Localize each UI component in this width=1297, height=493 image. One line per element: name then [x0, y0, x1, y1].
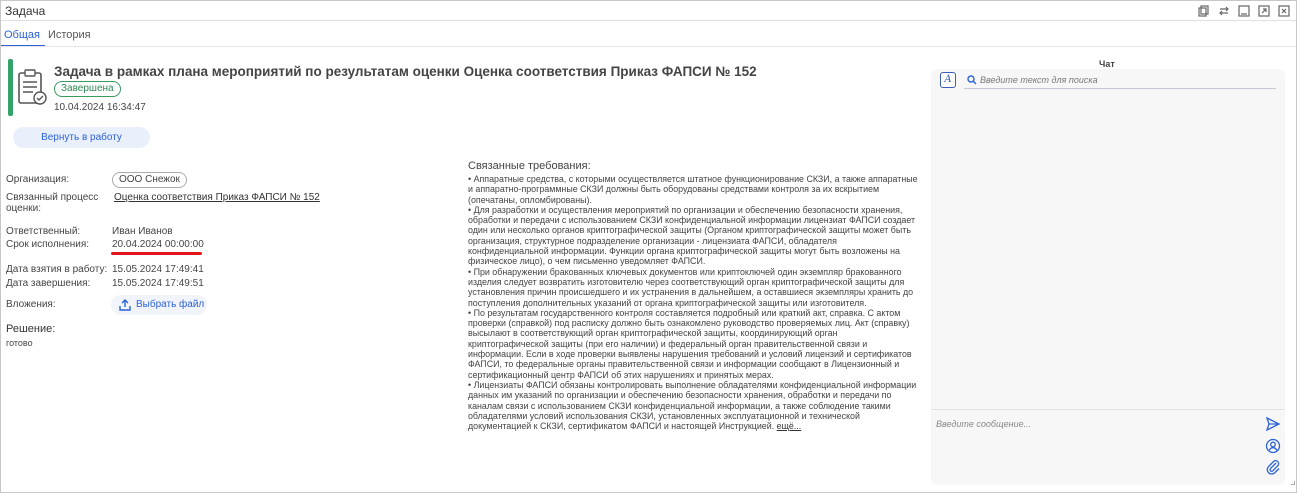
requirements-title: Связанные требования:	[468, 160, 591, 172]
chat-divider	[931, 409, 1285, 410]
requirement-item	[468, 380, 920, 431]
responsible-label: Ответственный:	[6, 226, 81, 237]
choose-file-button[interactable]	[111, 295, 207, 315]
requirement-item: • Для разработки и осуществления мероприятий по организации и обеспечению безопасности хранения, обработки и передачи с использованием СКЗИ конфиденциальной информации лицензиат ФАПСИ создает один или несколько органов криптографической защиты (Органом криптографической защиты может быть организация, структурное подразделение организации - лицензиата ФАПСИ, обладателя конфиденциальной информации. Функции органа криптографической защиты могут быть возложены на физическое лицо), о чем письменно уведомляет ФАПСИ.	[468, 204, 916, 267]
solution-value: готово	[6, 338, 33, 348]
status-badge: Завершена	[54, 81, 121, 97]
tab-bar	[1, 23, 96, 47]
search-icon	[967, 75, 977, 85]
resize-grip[interactable]	[1291, 481, 1295, 485]
chat-search-input[interactable]	[980, 73, 1270, 87]
deadline-highlight-underline	[111, 252, 202, 255]
chat-search	[964, 72, 1276, 89]
close-icon[interactable]	[1276, 3, 1292, 19]
attachments-label: Вложения:	[6, 299, 56, 310]
tabs-divider	[1, 46, 1296, 47]
tab-general[interactable]: Общая	[1, 23, 45, 47]
process-link-text[interactable]: Оценка соответствия Приказ ФАПСИ № 152	[114, 192, 320, 203]
requirement-item-text: • Лицензиаты ФАПСИ обязаны контролировать выполнение обладателями конфиденциальной информации данных им указаний по организации и обеспечению безопасности хранения, обработки и передачи по каналам связи с использованием СКЗИ конфиденциальной информации, а также соблюдение такими обладателями условий использования СКЗИ, установленных эксплуатационной и технической документацией к СКЗИ, сертификатом ФАПСИ и настоящей Инструкцией.	[468, 379, 917, 432]
chat-message-input[interactable]	[936, 417, 1246, 431]
window-title: Задача	[5, 4, 46, 18]
task-clipboard-icon	[17, 69, 47, 107]
task-created-date: 10.04.2024 16:34:47	[54, 102, 146, 113]
paperclip-icon[interactable]	[1265, 459, 1281, 475]
requirement-item: • По результатам государственного контроля составляется подробный или краткий акт, справка. С актом проверки (справкой) под расписку должно быть ознакомлено руководство проверяемых лиц. Акт (справку) высылают в соответствующий орган криптографической защиты, координирующий орган криптографической защиты (при его наличии) и федеральный орган правительственной связи и информации. Если в ходе проверки выявлены нарушения требований и условий лицензий и сертификатов ФАПСИ, то федеральные органы правительственной связи и информации сообщают в Лицензионный и сертификационный центр ФАПСИ об этих нарушениях и принятых мерах.	[468, 307, 912, 380]
task-title: Задача в рамках плана мероприятий по результатам оценки Оценка соответствия Приказ ФАПСИ № 152	[54, 64, 757, 79]
completed-label: Дата завершения:	[6, 278, 91, 289]
requirement-item: • Аппаратные средства, с которыми осуществляется штатное функционирование СКЗИ, а также аппаратные и аппаратно-программные СКЗИ должны быть оборудованы средствами контроля за их вскрытием (опечатаны, опломбированы).	[468, 174, 918, 205]
process-label: Связанный процесс оценки:	[6, 192, 99, 214]
return-to-work-button[interactable]: Вернуть в работу	[13, 127, 150, 148]
responsible-value: Иван Иванов	[112, 226, 173, 237]
upload-icon	[119, 299, 131, 311]
status-accent-bar	[8, 59, 13, 116]
window-controls	[1196, 3, 1292, 19]
user-icon[interactable]	[1265, 438, 1281, 454]
process-link[interactable]	[114, 192, 320, 203]
window-titlebar	[1, 1, 1296, 21]
deadline-value: 20.04.2024 00:00:00	[112, 239, 204, 250]
organization-label: Организация:	[6, 174, 70, 185]
chat-title: Чат	[1099, 59, 1115, 69]
show-more-link[interactable]: ещё...	[776, 421, 802, 432]
font-format-button[interactable]: A	[940, 72, 956, 88]
requirements-list	[468, 174, 920, 431]
expand-icon[interactable]	[1256, 3, 1272, 19]
solution-label: Решение:	[6, 323, 56, 335]
minimize-icon[interactable]	[1236, 3, 1252, 19]
choose-file-label: Выбрать файл	[136, 299, 205, 310]
copy-icon[interactable]	[1196, 3, 1212, 19]
taken-value: 15.05.2024 17:49:41	[112, 264, 204, 275]
completed-value: 15.05.2024 17:49:51	[112, 278, 204, 289]
tab-history[interactable]: История	[47, 29, 91, 41]
organization-chip[interactable]: ООО Снежок	[112, 172, 187, 188]
send-icon[interactable]	[1265, 416, 1281, 432]
taken-label: Дата взятия в работу:	[6, 264, 108, 275]
swap-icon[interactable]	[1216, 3, 1232, 19]
requirement-item: • При обнаружении бракованных ключевых документов или криптоключей один экземпляр бракованного изделия следует возвратить изготовителю через соответствующий орган криптографической защиты для установления причин происшедшего и их устранения в дальнейшем, а оставшиеся экземпляры хранить до поступления дополнительных указаний от органа криптографической защиты или изготовителя.	[468, 266, 914, 308]
deadline-label: Срок исполнения:	[6, 239, 90, 250]
